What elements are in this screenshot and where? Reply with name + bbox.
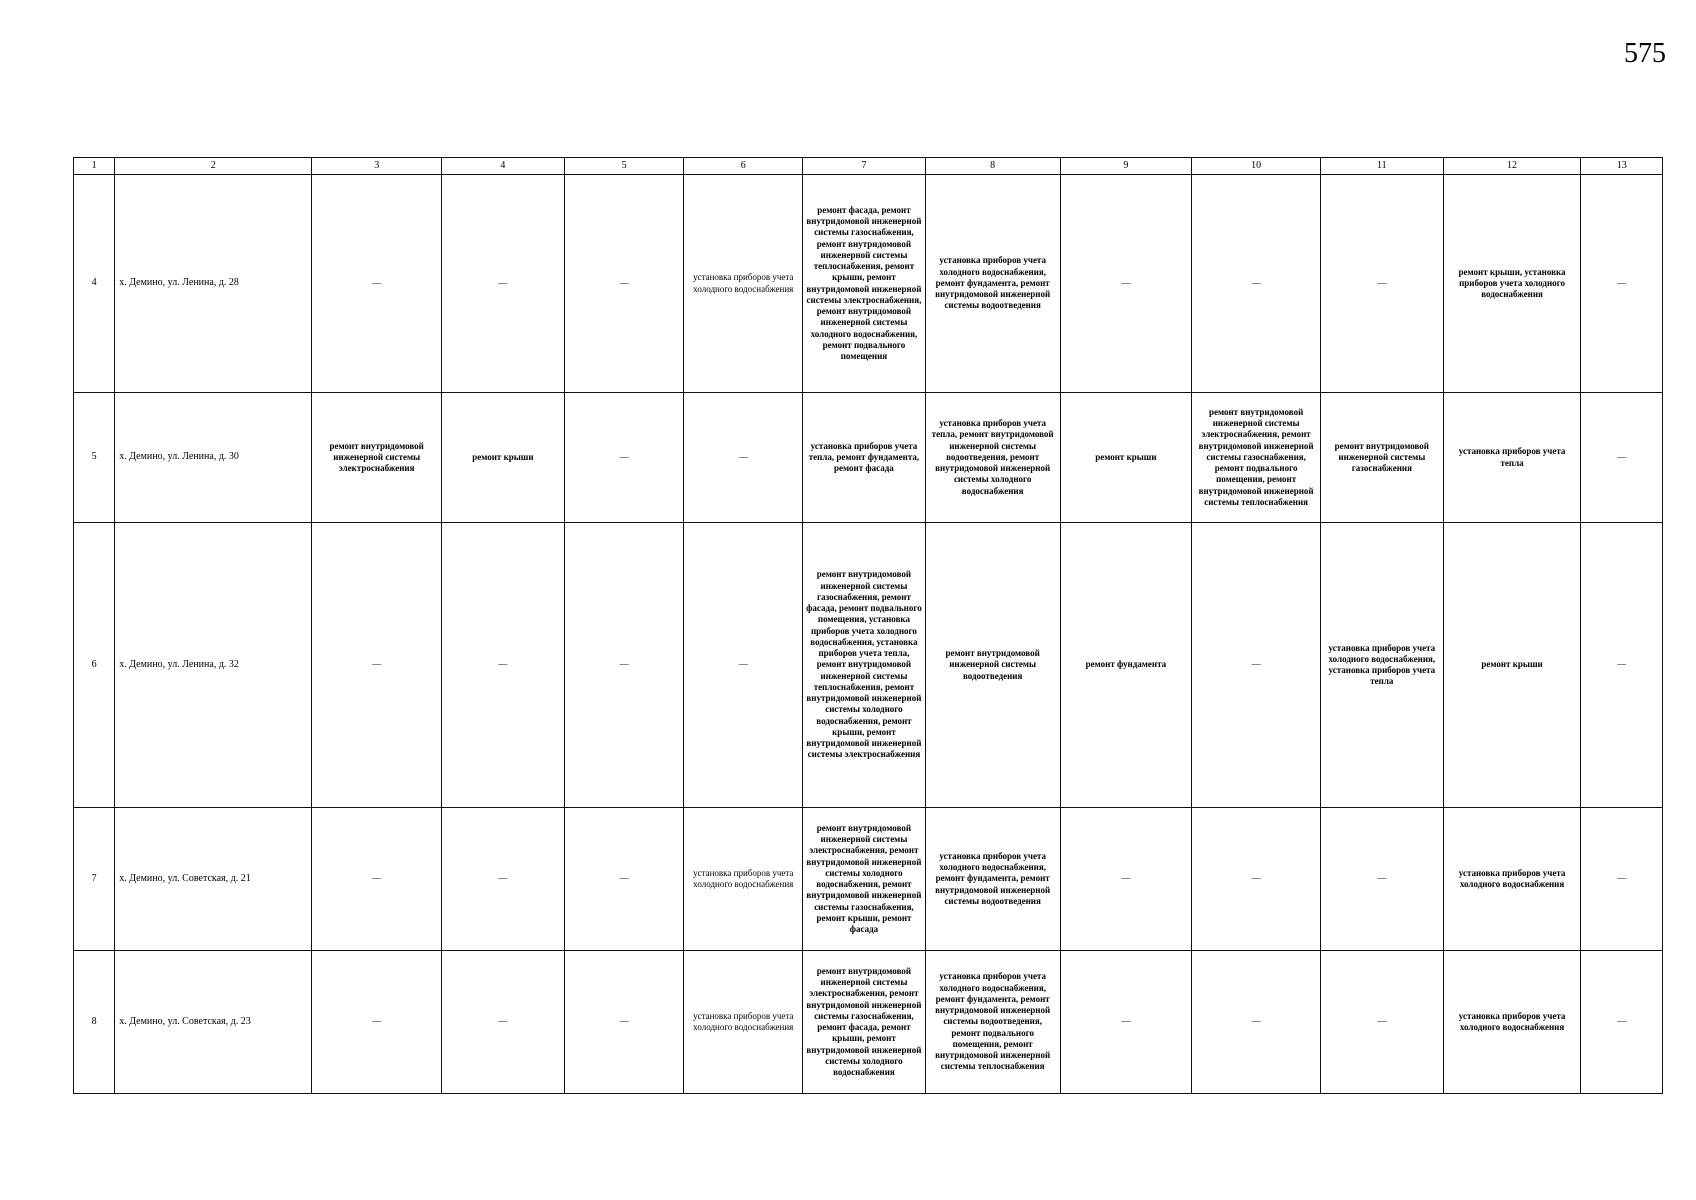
cell-col-6: —	[684, 393, 803, 523]
header-cell-10: 10	[1192, 158, 1321, 175]
cell-col-3: —	[312, 523, 442, 808]
cell-col-13: —	[1581, 175, 1663, 393]
cell-col-9: —	[1060, 175, 1192, 393]
header-cell-6: 6	[684, 158, 803, 175]
cell-col-11: —	[1320, 175, 1443, 393]
row-number: 5	[74, 393, 115, 523]
cell-col-12: ремонт крыши	[1443, 523, 1581, 808]
cell-col-3: ремонт внутридомовой инженерной системы электроснабжения	[312, 393, 442, 523]
page-number: 575	[1624, 38, 1666, 69]
cell-col-8: ремонт внутридомовой инженерной системы водоотведения	[925, 523, 1060, 808]
cell-col-4: —	[442, 175, 565, 393]
cell-col-11: —	[1320, 808, 1443, 951]
header-cell-8: 8	[925, 158, 1060, 175]
cell-col-8: установка приборов учета тепла, ремонт внутридомовой инженерной системы водоотведения, ремонт внутридомовой инженерной системы холодного водоснабжения	[925, 393, 1060, 523]
cell-col-4: —	[442, 951, 565, 1094]
cell-col-7: ремонт внутридомовой инженерной системы газоснабжения, ремонт фасада, ремонт подвального помещения, установка приборов учета холодного водоснабжения, установка приборов учета тепла, ремонт внутридомовой инженерной системы теплоснабжения, ремонт внутридомовой инженерной системы холодного водоснабжения, ремонт крыши, ремонт внутридомовой инженерной системы электроснабжения	[803, 523, 926, 808]
cell-col-13: —	[1581, 808, 1663, 951]
cell-col-9: ремонт фундамента	[1060, 523, 1192, 808]
cell-col-12: установка приборов учета холодного водоснабжения	[1443, 951, 1581, 1094]
cell-col-4: ремонт крыши	[442, 393, 565, 523]
cell-col-6: —	[684, 523, 803, 808]
address-cell: х. Демино, ул. Ленина, д. 28	[115, 175, 312, 393]
address-cell: х. Демино, ул. Ленина, д. 30	[115, 393, 312, 523]
address-cell: х. Демино, ул. Советская, д. 21	[115, 808, 312, 951]
header-cell-11: 11	[1320, 158, 1443, 175]
table-row	[74, 393, 1663, 523]
address-cell: х. Демино, ул. Ленина, д. 32	[115, 523, 312, 808]
row-number: 7	[74, 808, 115, 951]
cell-col-8: установка приборов учета холодного водоснабжения, ремонт фундамента, ремонт внутридомовой инженерной системы водоотведения, ремонт подвального помещения, ремонт внутридомовой инженерной системы теплоснабжения	[925, 951, 1060, 1094]
cell-col-11: —	[1320, 951, 1443, 1094]
cell-col-7: ремонт внутридомовой инженерной системы электроснабжения, ремонт внутридомовой инженерной системы газоснабжения, ремонт фасада, ремонт крыши, ремонт внутридомовой инженерной системы холодного водоснабжения	[803, 951, 926, 1094]
cell-col-3: —	[312, 808, 442, 951]
cell-col-13: —	[1581, 951, 1663, 1094]
cell-col-4: —	[442, 808, 565, 951]
cell-col-6: установка приборов учета холодного водоснабжения	[684, 951, 803, 1094]
cell-col-9: ремонт крыши	[1060, 393, 1192, 523]
cell-col-7: установка приборов учета тепла, ремонт фундамента, ремонт фасада	[803, 393, 926, 523]
header-cell-1: 1	[74, 158, 115, 175]
cell-col-12: установка приборов учета тепла	[1443, 393, 1581, 523]
cell-col-7: ремонт фасада, ремонт внутридомовой инженерной системы газоснабжения, ремонт внутридомовой инженерной системы теплоснабжения, ремонт крыши, ремонт внутридомовой инженерной системы электроснабжения, ремонт внутридомовой инженерной системы холодного водоснабжения, ремонт подвального помещения	[803, 175, 926, 393]
cell-col-3: —	[312, 951, 442, 1094]
table-row	[74, 175, 1663, 393]
table-row	[74, 951, 1663, 1094]
cell-col-12: ремонт крыши, установка приборов учета холодного водоснабжения	[1443, 175, 1581, 393]
header-cell-13: 13	[1581, 158, 1663, 175]
row-number: 4	[74, 175, 115, 393]
cell-col-4: —	[442, 523, 565, 808]
header-cell-12: 12	[1443, 158, 1581, 175]
header-cell-4: 4	[442, 158, 565, 175]
cell-col-7: ремонт внутридомовой инженерной системы электроснабжения, ремонт внутридомовой инженерной системы холодного водоснабжения, ремонт внутридомовой инженерной системы газоснабжения, ремонт крыши, ремонт фасада	[803, 808, 926, 951]
cell-col-10: —	[1192, 951, 1321, 1094]
repair-schedule-table	[73, 157, 1663, 1094]
cell-col-5: —	[564, 393, 684, 523]
header-cell-7: 7	[803, 158, 926, 175]
cell-col-10: —	[1192, 175, 1321, 393]
cell-col-9: —	[1060, 808, 1192, 951]
header-cell-2: 2	[115, 158, 312, 175]
cell-col-10: —	[1192, 523, 1321, 808]
cell-col-5: —	[564, 523, 684, 808]
cell-col-8: установка приборов учета холодного водоснабжения, ремонт фундамента, ремонт внутридомовой инженерной системы водоотведения	[925, 808, 1060, 951]
cell-col-5: —	[564, 808, 684, 951]
cell-col-10: ремонт внутридомовой инженерной системы электроснабжения, ремонт внутридомовой инженерной системы газоснабжения, ремонт подвального помещения, ремонт внутридомовой инженерной системы теплоснабжения	[1192, 393, 1321, 523]
cell-col-8: установка приборов учета холодного водоснабжения, ремонт фундамента, ремонт внутридомовой инженерной системы водоотведения	[925, 175, 1060, 393]
header-cell-3: 3	[312, 158, 442, 175]
address-cell: х. Демино, ул. Советская, д. 23	[115, 951, 312, 1094]
table-row	[74, 523, 1663, 808]
cell-col-13: —	[1581, 523, 1663, 808]
cell-col-3: —	[312, 175, 442, 393]
row-number: 6	[74, 523, 115, 808]
table-row	[74, 808, 1663, 951]
cell-col-6: установка приборов учета холодного водоснабжения	[684, 808, 803, 951]
header-row	[74, 158, 1663, 175]
header-cell-9: 9	[1060, 158, 1192, 175]
cell-col-9: —	[1060, 951, 1192, 1094]
cell-col-11: установка приборов учета холодного водоснабжения, установка приборов учета тепла	[1320, 523, 1443, 808]
cell-col-12: установка приборов учета холодного водоснабжения	[1443, 808, 1581, 951]
repair-schedule-table-wrapper	[73, 157, 1663, 1094]
cell-col-13: —	[1581, 393, 1663, 523]
header-cell-5: 5	[564, 158, 684, 175]
cell-col-5: —	[564, 951, 684, 1094]
cell-col-11: ремонт внутридомовой инженерной системы газоснабжения	[1320, 393, 1443, 523]
cell-col-5: —	[564, 175, 684, 393]
cell-col-10: —	[1192, 808, 1321, 951]
row-number: 8	[74, 951, 115, 1094]
cell-col-6: установка приборов учета холодного водоснабжения	[684, 175, 803, 393]
